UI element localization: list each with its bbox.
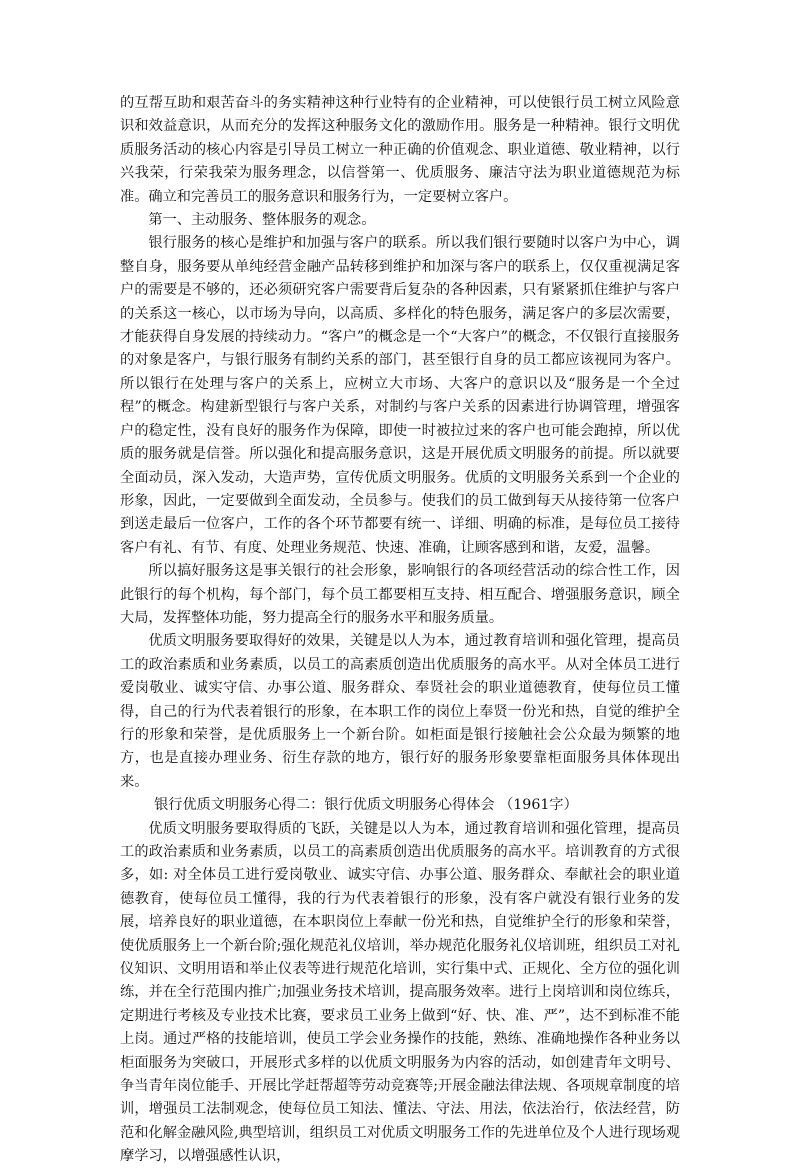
paragraph-3: 所以搞好服务这是事关银行的社会形象，影响银行的各项经营活动的综合性工作，因此银行的每个机构，每个部门，每个员工都要相互支持、相互配合、增强服务意识，顾全大局，发挥整体功能，努力提高全行的服务水平和服务质量。 — [120, 563, 680, 626]
document-page — [120, 92, 680, 1169]
paragraph-5: 优质文明服务要取得质的飞跃，关键是以人为本，通过教育培训和强化管理，提高员工的政治素质和业务素质，以员工的高素质创造出优质服务的高水平。培训教育的方式很多，如: 对全体员工进行爱岗敬业、诚实守信、办事公道、服务群众、奉献社会的职业道德教育，使每位员工懂得，我的行为代表着银行的形象，没有客户就没有银行业务的发展，培养良好的职业道德，在本职岗位上奉献一份光和热，自觉维护全行的形象和荣誉，使优质服务上一个新台阶;强化规范礼仪培训，举办规范化服务礼仪培训班，组织员工对礼仪知识、文明用语和举止仪表等进行规范化培训，实行集中式、正规化、全方位的强化训练，并在全行范围内推广;加强业务技术培训，提高服务效率。进行上岗培训和岗位练兵，定期进行考核及专业技术比赛，要求员工业务上做到“好、快、准、严”，达不到标准不能上岗。通过严格的技能培训，使员工学会业务操作的技能，熟练、准确地操作各种业务以柜面服务为突破口，开展形式多样的以优质文明服务为内容的活动，如创建青年文明号、争当青年岗位能手、开展比学赶帮超等劳动竞赛等;开展金融法律法规、各项规章制度的培训，增强员工法制观念，使每位员工知法、懂法、守法、用法，依法治行，依法经营，防范和化解金融风险,典型培训，组织员工对优质文明服务工作的先进单位及个人进行现场观摩学习，以增强感性认识， — [120, 820, 680, 1165]
paragraph-1: 的互帮互助和艰苦奋斗的务实精神这种行业特有的企业精神，可以使银行员工树立风险意识和效益意识，从而充分的发挥这种服务文化的激励作用。服务是一种精神。银行文明优质服务活动的核心内容是引导员工树立一种正确的价值观念、职业道德、敬业精神，以行兴我荣，行荣我荣为服务理念，以信誉第一、优质服务、廉洁守法为职业道德规范为标准。确立和完善员工的服务意识和服务行为，一定要树立客户。 — [120, 95, 680, 205]
paragraph-4: 优质文明服务要取得好的效果，关键是以人为本，通过教育培训和强化管理，提高员工的政治素质和业务素质，以员工的高素质创造出优质服务的高水平。从对全体员工进行爱岗敬业、诚实守信、办事公道、服务群众、奉贤社会的职业道德教育，使每位员工懂得，自己的行为代表着银行的形象，在本职工作的岗位上奉贤一份光和热，自觉的维护全行的形象和荣誉，是优质服务上一个新台阶。如柜面是银行接触社会公众最为频繁的地方，也是直接办理业务、衍生存款的地方，银行好的服务形象要靠柜面服务具体体现出来。 — [120, 633, 680, 790]
section-heading-1: 第一、主动服务、整体服务的观念。 — [148, 212, 376, 229]
paragraph-2: 银行服务的核心是维护和加强与客户的联系。所以我们银行要随时以客户为中心，调整自身，服务要从单纯经营金融产品转移到维护和加深与客户的联系上，仅仅重视满足客户的需要是不够的，还必须研究客户需要背后复杂的各种因素，只有紧紧抓住维护与客户的关系这一核心，以市场为导向，以高质、多样化的特色服务，满足客户的多层次需要，才能获得自身发展的持续动力。“客户”的概念是一个“大客户”的概念，不仅银行直接服务的对象是客户，与银行服务有制约关系的部门，甚至银行自身的员工都应该视同为客户。所以银行在处理与客户的关系上，应树立大市场、大客户的意识以及“服务是一个全过程”的概念。构建新型银行与客户关系，对制约与客户关系的因素进行协调管理，增强客户的稳定性，没有良好的服务作为保障，即使一时被拉过来的客户也可能会跑掉，所以优质的服务就是信誉。所以强化和提高服务意识，这是开展优质文明服务的前提。所以就要全面动员，深入发动，大造声势，宣传优质文明服务。优质的文明服务关系到一个企业的形象，因此，一定要做到全面发动，全员参与。使我们的员工做到每天从接待第一位客户到送走最后一位客户，工作的各个环节都要有统一、详细、明确的标准，是每位员工接待客户有礼、有节、有度、处理业务规范、快速、准确，让顾客感到和谐，友爱，温馨。 — [120, 235, 680, 556]
article-subtitle: 银行优质文明服务心得二：银行优质文明服务心得体会 （1961字） — [154, 797, 578, 814]
